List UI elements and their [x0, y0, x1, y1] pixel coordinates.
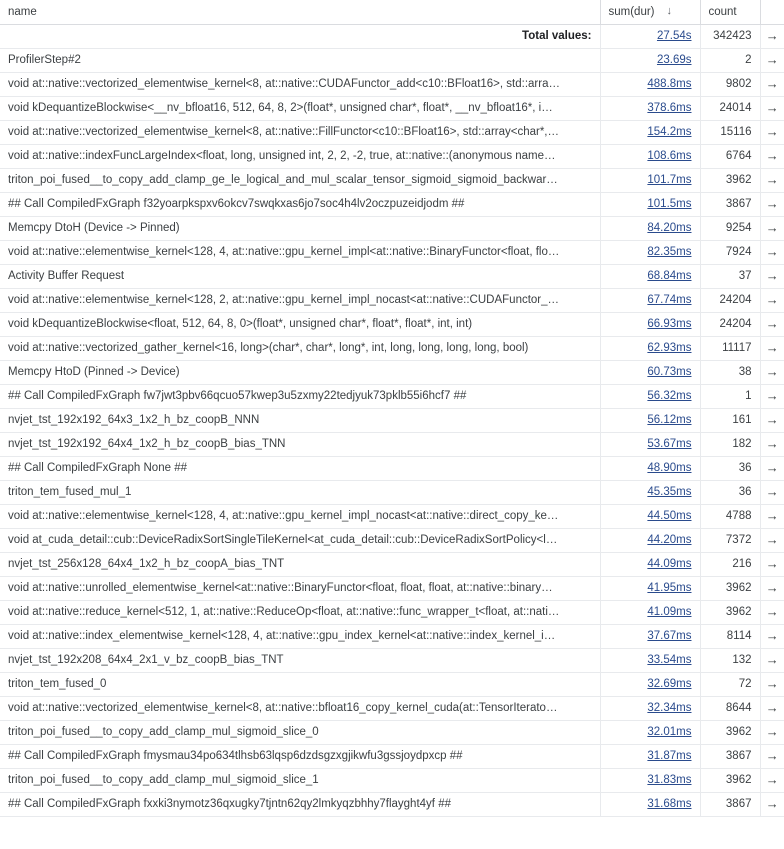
table-row: [0, 720, 784, 744]
duration-link[interactable]: 66.93ms: [647, 318, 692, 330]
row-count: 7372: [700, 528, 760, 552]
duration-link[interactable]: 101.5ms: [647, 198, 692, 210]
row-goto-action[interactable]: [760, 120, 784, 144]
duration-link[interactable]: 33.54ms: [647, 654, 692, 666]
row-goto-action[interactable]: [760, 168, 784, 192]
table-row: [0, 576, 784, 600]
row-goto-action[interactable]: [760, 720, 784, 744]
row-sum-dur: [600, 624, 700, 648]
row-goto-action[interactable]: [760, 648, 784, 672]
row-count: 3962: [700, 576, 760, 600]
duration-link[interactable]: 84.20ms: [647, 222, 692, 234]
duration-link[interactable]: 44.09ms: [647, 558, 692, 570]
duration-link[interactable]: 31.87ms: [647, 750, 692, 762]
row-sum-dur: [600, 192, 700, 216]
row-sum-dur: [600, 216, 700, 240]
row-goto-action[interactable]: [760, 264, 784, 288]
table-header: [0, 0, 784, 24]
row-goto-action[interactable]: [760, 432, 784, 456]
row-goto-action[interactable]: [760, 408, 784, 432]
duration-link[interactable]: 41.95ms: [647, 582, 692, 594]
row-name: ## Call CompiledFxGraph fw7jwt3pbv66qcuo57kwep3u5zxmy22tedjyuk73pklb55i6hcf7 ##: [0, 384, 600, 408]
row-name: Memcpy HtoD (Pinned -> Device): [0, 360, 600, 384]
row-sum-dur: [600, 48, 700, 72]
row-goto-action[interactable]: [760, 480, 784, 504]
row-goto-action[interactable]: [760, 672, 784, 696]
arrow-right-icon[interactable]: →: [765, 316, 779, 331]
row-count: 24204: [700, 312, 760, 336]
arrow-right-icon[interactable]: →: [765, 292, 779, 307]
row-count: 9254: [700, 216, 760, 240]
row-count: 7924: [700, 240, 760, 264]
duration-link[interactable]: 60.73ms: [647, 366, 692, 378]
table-row: [0, 240, 784, 264]
arrow-right-icon[interactable]: →: [765, 220, 779, 235]
table-row: [0, 672, 784, 696]
row-count: 182: [700, 432, 760, 456]
row-sum-dur: [600, 312, 700, 336]
row-name: void at::native::vectorized_elementwise_kernel<8, at::native::bfloat16_copy_kernel_cuda(at::TensorIterato…: [0, 696, 600, 720]
row-sum-dur: [600, 648, 700, 672]
row-name: void at::native::index_elementwise_kernel<128, 4, at::native::gpu_index_kernel<at::native::index_kernel_i…: [0, 624, 600, 648]
row-count: 3867: [700, 792, 760, 816]
arrow-right-icon[interactable]: →: [765, 484, 779, 499]
row-count: 11117: [700, 336, 760, 360]
table-row: [0, 288, 784, 312]
row-count: 36: [700, 480, 760, 504]
row-count: 2: [700, 48, 760, 72]
table-row: [0, 768, 784, 792]
duration-link[interactable]: 37.67ms: [647, 630, 692, 642]
arrow-right-icon[interactable]: →: [765, 76, 779, 91]
row-name: Activity Buffer Request: [0, 264, 600, 288]
row-sum-dur: [600, 768, 700, 792]
column-header-sum-dur-label: sum(dur): [608, 5, 655, 18]
arrow-right-icon[interactable]: →: [765, 196, 779, 211]
row-name: void kDequantizeBlockwise<__nv_bfloat16, 512, 64, 8, 2>(float*, unsigned char*, float*, __nv_bfloat16*, i…: [0, 96, 600, 120]
table-row: [0, 360, 784, 384]
row-sum-dur: [600, 72, 700, 96]
table-row: [0, 528, 784, 552]
row-name: ProfilerStep#2: [0, 48, 600, 72]
arrow-right-icon[interactable]: →: [765, 700, 779, 715]
arrow-right-icon[interactable]: →: [765, 172, 779, 187]
arrow-right-icon[interactable]: →: [765, 604, 779, 619]
table-row: [0, 432, 784, 456]
table-row: [0, 792, 784, 816]
arrow-right-icon[interactable]: →: [765, 628, 779, 643]
row-sum-dur: [600, 696, 700, 720]
row-sum-dur: [600, 552, 700, 576]
duration-link[interactable]: 56.32ms: [647, 390, 692, 402]
row-sum-dur: [600, 168, 700, 192]
row-count: 3867: [700, 192, 760, 216]
table-row: [0, 456, 784, 480]
duration-link[interactable]: 101.7ms: [647, 174, 692, 186]
table-row: [0, 264, 784, 288]
row-name: triton_tem_fused_0: [0, 672, 600, 696]
row-goto-action[interactable]: [760, 48, 784, 72]
table-row: [0, 648, 784, 672]
row-name: ## Call CompiledFxGraph fxxki3nymotz36qxugky7tjntn62qy2lmkyqzbhhy7flayght4yf ##: [0, 792, 600, 816]
row-sum-dur: [600, 432, 700, 456]
row-goto-action[interactable]: [760, 96, 784, 120]
row-goto-action[interactable]: [760, 216, 784, 240]
row-name: void at::native::unrolled_elementwise_kernel<at::native::BinaryFunctor<float, float, float, at::native::binary…: [0, 576, 600, 600]
row-name: void at::native::elementwise_kernel<128, 4, at::native::gpu_kernel_impl<at::native::BinaryFunctor<float, flo…: [0, 240, 600, 264]
arrow-right-icon[interactable]: →: [765, 796, 779, 811]
row-count: 24014: [700, 96, 760, 120]
column-header-action: [760, 0, 784, 24]
column-header-count-label: count: [708, 5, 737, 18]
row-name: void at::native::elementwise_kernel<128, 4, at::native::gpu_kernel_impl_nocast<at::native::direct_copy_ke…: [0, 504, 600, 528]
table-row: [0, 408, 784, 432]
row-goto-action[interactable]: [760, 240, 784, 264]
row-sum-dur: [600, 264, 700, 288]
row-sum-dur: [600, 96, 700, 120]
row-name: nvjet_tst_256x128_64x4_1x2_h_bz_coopA_bias_TNT: [0, 552, 600, 576]
duration-link[interactable]: 56.12ms: [647, 414, 692, 426]
row-name: void at::native::elementwise_kernel<128, 2, at::native::gpu_kernel_impl_nocast<at::native::CUDAFunctor_…: [0, 288, 600, 312]
arrow-right-icon[interactable]: →: [765, 412, 779, 427]
row-sum-dur: [600, 336, 700, 360]
table-row: [0, 192, 784, 216]
duration-link[interactable]: 45.35ms: [647, 486, 692, 498]
row-goto-action[interactable]: [760, 312, 784, 336]
table-body: [0, 24, 784, 816]
duration-link[interactable]: 82.35ms: [647, 246, 692, 258]
column-header-sum-dur[interactable]: [600, 0, 700, 24]
row-name: nvjet_tst_192x208_64x4_2x1_v_bz_coopB_bias_TNT: [0, 648, 600, 672]
row-sum-dur: [600, 408, 700, 432]
row-count: 3962: [700, 168, 760, 192]
row-sum-dur: [600, 672, 700, 696]
arrow-right-icon[interactable]: →: [765, 676, 779, 691]
row-count: 38: [700, 360, 760, 384]
column-header-name-label: name: [8, 5, 37, 18]
row-count: 15116: [700, 120, 760, 144]
row-goto-action[interactable]: [760, 144, 784, 168]
row-name: ## Call CompiledFxGraph None ##: [0, 456, 600, 480]
table-row: [0, 696, 784, 720]
table-row: [0, 72, 784, 96]
row-name: void at::native::reduce_kernel<512, 1, at::native::ReduceOp<float, at::native::func_wrapper_t<float, at::nati…: [0, 600, 600, 624]
row-sum-dur: [600, 360, 700, 384]
table-row: [0, 504, 784, 528]
table-row: [0, 312, 784, 336]
row-goto-action[interactable]: [760, 72, 784, 96]
table-row: [0, 48, 784, 72]
row-count: 216: [700, 552, 760, 576]
row-count: 36: [700, 456, 760, 480]
row-name: ## Call CompiledFxGraph f32yoarpkspxv6okcv7swqkxas6jo7soc4h4lv2oczpuzeidjodm ##: [0, 192, 600, 216]
table-row: [0, 336, 784, 360]
row-count: 3962: [700, 768, 760, 792]
row-name: triton_poi_fused__to_copy_add_clamp_mul_sigmoid_slice_1: [0, 768, 600, 792]
row-sum-dur: [600, 240, 700, 264]
table-row: [0, 96, 784, 120]
row-goto-action[interactable]: [760, 360, 784, 384]
row-count: 8114: [700, 624, 760, 648]
duration-link[interactable]: 68.84ms: [647, 270, 692, 282]
arrow-right-icon[interactable]: →: [765, 532, 779, 547]
table-row: [0, 624, 784, 648]
arrow-right-icon[interactable]: →: [765, 652, 779, 667]
row-sum-dur: [600, 504, 700, 528]
arrow-right-icon[interactable]: →: [765, 244, 779, 259]
row-sum-dur: [600, 720, 700, 744]
row-name: void at::native::vectorized_elementwise_kernel<8, at::native::FillFunctor<c10::BFloat16>, std::array<char*,…: [0, 120, 600, 144]
row-goto-action[interactable]: [760, 192, 784, 216]
row-goto-action[interactable]: [760, 696, 784, 720]
total-values-row: [0, 24, 784, 48]
row-name: void at_cuda_detail::cub::DeviceRadixSortSingleTileKernel<at_cuda_detail::cub::DeviceRadixSortPolicy<l…: [0, 528, 600, 552]
row-count: 72: [700, 672, 760, 696]
arrow-right-icon[interactable]: →: [765, 148, 779, 163]
row-name: triton_tem_fused_mul_1: [0, 480, 600, 504]
arrow-right-icon[interactable]: →: [765, 508, 779, 523]
duration-link[interactable]: 108.6ms: [647, 150, 692, 162]
arrow-right-icon[interactable]: →: [765, 28, 779, 43]
duration-link[interactable]: 31.68ms: [647, 798, 692, 810]
duration-link[interactable]: 378.6ms: [647, 102, 692, 114]
row-count: 1: [700, 384, 760, 408]
row-goto-action[interactable]: [760, 336, 784, 360]
row-count: 24204: [700, 288, 760, 312]
duration-link[interactable]: 41.09ms: [647, 606, 692, 618]
table-row: [0, 480, 784, 504]
arrow-right-icon[interactable]: →: [765, 364, 779, 379]
row-name: void kDequantizeBlockwise<float, 512, 64, 8, 0>(float*, unsigned char*, float*, float*, int, int): [0, 312, 600, 336]
table-row: [0, 744, 784, 768]
total-values-label: Total values:: [0, 24, 600, 48]
arrow-right-icon[interactable]: →: [765, 100, 779, 115]
row-sum-dur: [600, 576, 700, 600]
row-count: 3962: [700, 600, 760, 624]
row-count: 3962: [700, 720, 760, 744]
table-row: [0, 600, 784, 624]
arrow-right-icon[interactable]: →: [765, 388, 779, 403]
duration-link[interactable]: 32.01ms: [647, 726, 692, 738]
table-header-row: [0, 0, 784, 24]
row-count: 3867: [700, 744, 760, 768]
duration-link[interactable]: 67.74ms: [647, 294, 692, 306]
row-goto-action[interactable]: [760, 456, 784, 480]
row-name: void at::native::indexFuncLargeIndex<float, long, unsigned int, 2, 2, -2, true, at::native::(anonymous name…: [0, 144, 600, 168]
arrow-right-icon[interactable]: →: [765, 556, 779, 571]
total-values-count: 342423: [700, 24, 760, 48]
row-count: 132: [700, 648, 760, 672]
table-row: [0, 384, 784, 408]
arrow-right-icon[interactable]: →: [765, 52, 779, 67]
total-values-goto-action[interactable]: [760, 24, 784, 48]
row-name: nvjet_tst_192x192_64x3_1x2_h_bz_coopB_NNN: [0, 408, 600, 432]
row-sum-dur: [600, 456, 700, 480]
row-count: 6764: [700, 144, 760, 168]
arrow-right-icon[interactable]: →: [765, 460, 779, 475]
arrow-right-icon[interactable]: →: [765, 724, 779, 739]
arrow-right-icon[interactable]: →: [765, 268, 779, 283]
row-goto-action[interactable]: [760, 504, 784, 528]
row-name: triton_poi_fused__to_copy_add_clamp_mul_sigmoid_slice_0: [0, 720, 600, 744]
row-name: Memcpy DtoH (Device -> Pinned): [0, 216, 600, 240]
table-row: [0, 168, 784, 192]
duration-link[interactable]: 62.93ms: [647, 342, 692, 354]
column-header-name[interactable]: [0, 0, 600, 24]
sort-descending-icon[interactable]: ↓: [666, 5, 673, 18]
row-sum-dur: [600, 744, 700, 768]
table-row: [0, 552, 784, 576]
duration-link[interactable]: 154.2ms: [647, 126, 692, 138]
row-goto-action[interactable]: [760, 384, 784, 408]
row-sum-dur: [600, 600, 700, 624]
row-goto-action[interactable]: [760, 528, 784, 552]
table-row: [0, 216, 784, 240]
table-row: [0, 144, 784, 168]
arrow-right-icon[interactable]: →: [765, 748, 779, 763]
arrow-right-icon[interactable]: →: [765, 772, 779, 787]
row-name: nvjet_tst_192x192_64x4_1x2_h_bz_coopB_bias_TNN: [0, 432, 600, 456]
row-goto-action[interactable]: [760, 600, 784, 624]
row-goto-action[interactable]: [760, 288, 784, 312]
duration-link[interactable]: 32.34ms: [647, 702, 692, 714]
row-goto-action[interactable]: [760, 576, 784, 600]
row-name: triton_poi_fused__to_copy_add_clamp_ge_le_logical_and_mul_scalar_tensor_sigmoid_sigmoid_backwar…: [0, 168, 600, 192]
row-name: void at::native::vectorized_gather_kernel<16, long>(char*, char*, long*, int, long, long, long, long, bool): [0, 336, 600, 360]
row-goto-action[interactable]: [760, 624, 784, 648]
row-goto-action[interactable]: [760, 768, 784, 792]
duration-link[interactable]: 32.69ms: [647, 678, 692, 690]
total-values-sum-dur: [600, 24, 700, 48]
duration-link[interactable]: 48.90ms: [647, 462, 692, 474]
table-row: [0, 120, 784, 144]
arrow-right-icon[interactable]: →: [765, 436, 779, 451]
arrow-right-icon[interactable]: →: [765, 580, 779, 595]
row-sum-dur: [600, 288, 700, 312]
duration-link[interactable]: 488.8ms: [647, 78, 692, 90]
arrow-right-icon[interactable]: →: [765, 124, 779, 139]
row-goto-action[interactable]: [760, 744, 784, 768]
row-sum-dur: [600, 792, 700, 816]
row-sum-dur: [600, 480, 700, 504]
duration-link[interactable]: 31.83ms: [647, 774, 692, 786]
column-header-count[interactable]: [700, 0, 760, 24]
row-count: 4788: [700, 504, 760, 528]
row-goto-action[interactable]: [760, 792, 784, 816]
row-name: void at::native::vectorized_elementwise_kernel<8, at::native::CUDAFunctor_add<c10::BFloat16>, std::arra…: [0, 72, 600, 96]
row-count: 37: [700, 264, 760, 288]
row-count: 9802: [700, 72, 760, 96]
row-goto-action[interactable]: [760, 552, 784, 576]
duration-link[interactable]: 27.54s: [656, 30, 692, 42]
duration-link[interactable]: 23.69s: [656, 54, 692, 66]
duration-link[interactable]: 53.67ms: [647, 438, 692, 450]
row-sum-dur: [600, 384, 700, 408]
row-sum-dur: [600, 528, 700, 552]
arrow-right-icon[interactable]: →: [765, 340, 779, 355]
row-name: ## Call CompiledFxGraph fmysmau34po634tlhsb63lqsp6dzdsgzxgjikwfu3gssjoydpxcp ##: [0, 744, 600, 768]
row-sum-dur: [600, 144, 700, 168]
row-count: 161: [700, 408, 760, 432]
duration-link[interactable]: 44.50ms: [647, 510, 692, 522]
duration-link[interactable]: 44.20ms: [647, 534, 692, 546]
row-count: 8644: [700, 696, 760, 720]
row-sum-dur: [600, 120, 700, 144]
